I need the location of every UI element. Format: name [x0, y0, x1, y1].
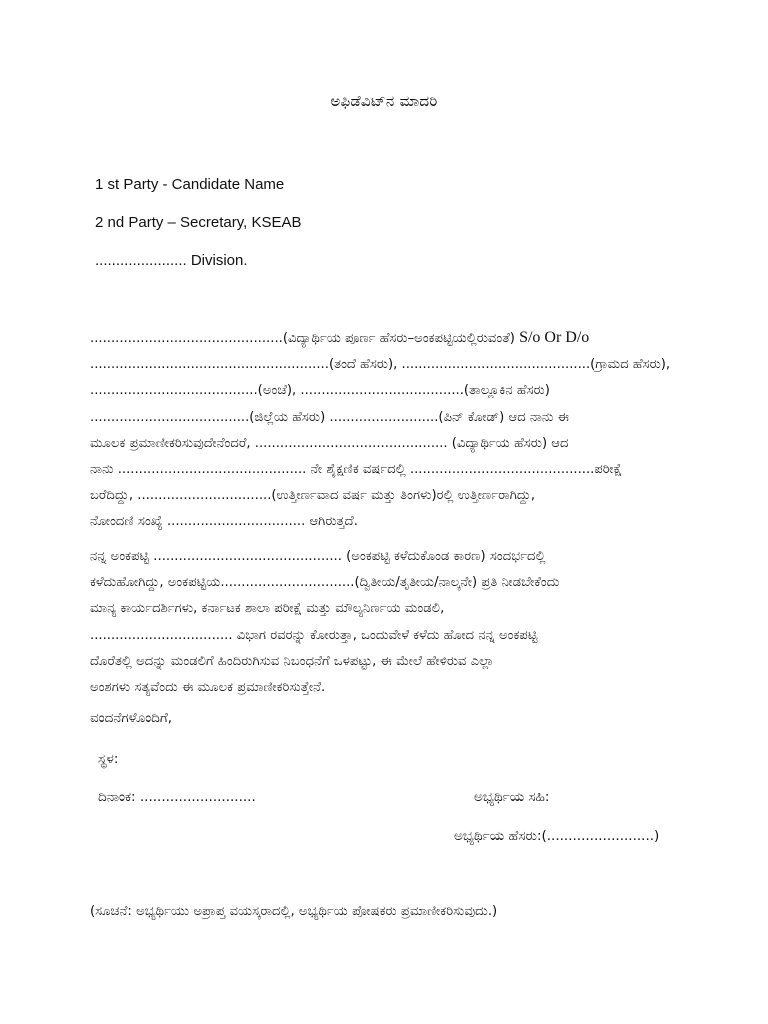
request-line-2: ಕಳೆದುಹೋಗಿದ್ದು, ಅಂಕಪಟ್ಟಿಯ................................(ದ್ವಿತೀಯ/ತೃತೀಯ/ನಾಲ್ಕನೇ) ಪ್ರತಿ ನೀಡಬೇಕೆಂದು	[90, 575, 560, 591]
declaration-line-8: ನೋಂದಣಿ ಸಂಖ್ಯೆ ................................. ಆಗಿರುತ್ತದೆ.	[90, 514, 358, 530]
declaration-line-1	[90, 325, 675, 352]
date-label: ದಿನಾಂಕ: ...........................	[98, 789, 256, 805]
declaration-line-7: ಬರೆದಿದ್ದು, ................................(ಉತ್ತೀರ್ಣವಾದ ವರ್ಷ ಮತ್ತು ತಿಂಗಳು)ರಲ್ಲಿ ಉತ್ತೀರ್ಣರಾಗಿದ್ದು,	[90, 488, 536, 504]
request-line-6: ಅಂಶಗಳು ಸತ್ಯವೆಂದು ಈ ಮೂಲಕ ಪ್ರಮಾಣೀಕರಿಸುತ್ತೇನೆ.	[90, 680, 326, 696]
guardian-note: (ಸೂಚನೆ: ಅಭ್ಯರ್ಥಿಯು ಅಪ್ರಾಪ್ತ ವಯಸ್ಕರಾದಲ್ಲಿ, ಅಭ್ಯರ್ಥಿಯ ಪೋಷಕರು ಪ್ರಮಾಣೀಕರಿಸುವುದು.)	[90, 904, 498, 919]
declaration-line-5: ಮೂಲಕ ಪ್ರಮಾಣೀಕರಿಸುವುದೇನೆಂದರೆ, .............................................. (ವಿದ್ಯಾರ್ಥಿಯ ಹೆಸರು) ಆದ	[90, 435, 569, 451]
first-party: 1 st Party - Candidate Name	[95, 176, 285, 193]
signature-label: ಅಭ್ಯರ್ಥಿಯ ಸಹಿ:	[474, 789, 550, 805]
declaration-line-6: ನಾನು ............................................. ನೇ ಶೈಕ್ಷಣಿಕ ವರ್ಷದಲ್ಲಿ ............................................ಪರೀಕ್ಷೆ	[90, 462, 623, 478]
request-line-1: ನನ್ನ ಅಂಕಪಟ್ಟಿ ............................................. (ಅಂಕಪಟ್ಟಿ ಕಳೆದುಕೊಂಡ ಕಾರಣ) ಸಂದರ್ಭದಲ್ಲಿ	[90, 549, 546, 564]
closing-salutation: ವಂದನೆಗಳೊಂದಿಗೆ,	[90, 710, 173, 726]
document-title: ಅಫಿಡೆವಿಟ್‌ನ ಮಾದರಿ	[330, 92, 438, 110]
request-line-3: ಮಾನ್ಯ ಕಾರ್ಯದರ್ಶಿಗಳು, ಕರ್ನಾಟಕ ಶಾಲಾ ಪರೀಕ್ಷೆ ಮತ್ತು ಮೌಲ್ಯನಿರ್ಣಯ ಮಂಡಲಿ,	[90, 601, 445, 617]
request-line-5: ದೊರೆತಲ್ಲಿ ಅದನ್ನು ಮಂಡಲಿಗೆ ಹಿಂದಿರುಗಿಸುವ ನಿಬಂಧನೆಗೆ ಒಳಪಟ್ಟು, ಈ ಮೇಲೆ ಹೇಳಿರುವ ಎಲ್ಲಾ	[90, 653, 494, 669]
declaration-paragraph	[90, 325, 675, 536]
declaration-line-4: ......................................(ಜಿಲ್ಲೆಯ ಹೆಸರು) ..........................(ಪಿನ್ ಕೋಡ್) ಆದ ನಾನು ಈ	[90, 409, 570, 425]
student-name-field: ..............................................(ವಿದ್ಯಾರ್ಥಿಯ ಪೂರ್ಣ ಹೆಸರು–ಅಂಕಪಟ್ಟಿಯಲ್ಲಿರುವಂತೆ)	[90, 331, 515, 346]
declaration-line-2: .........................................................(ತಂದೆ ಹೆಸರು), .............................................(ಗ್ರಾಮದ ಹೆಸರು),	[90, 357, 671, 373]
second-party: 2 nd Party – Secretary, KSEAB	[95, 214, 302, 231]
declaration-line-3: ........................................(ಅಂಚೆ), .......................................(ತಾಲ್ಲೂಕಿನ ಹೆಸರು)	[90, 383, 550, 399]
place-label: ಸ್ಥಳ:	[98, 751, 119, 767]
division-line: ...................... Division.	[95, 252, 248, 269]
request-paragraph	[90, 544, 675, 701]
request-line-4: .................................. ವಿಭಾಗ ರವರನ್ನು ಕೋರುತ್ತಾ, ಒಂದುವೇಳೆ ಕಳೆದು ಹೋದ ನನ್ನ ಅಂಕಪಟ್ಟಿ	[90, 627, 538, 643]
son-daughter-of: S/o Or D/o	[519, 329, 590, 346]
candidate-name-label: ಅಭ್ಯರ್ಥಿಯ ಹೆಸರು:(.........................)	[454, 828, 660, 844]
